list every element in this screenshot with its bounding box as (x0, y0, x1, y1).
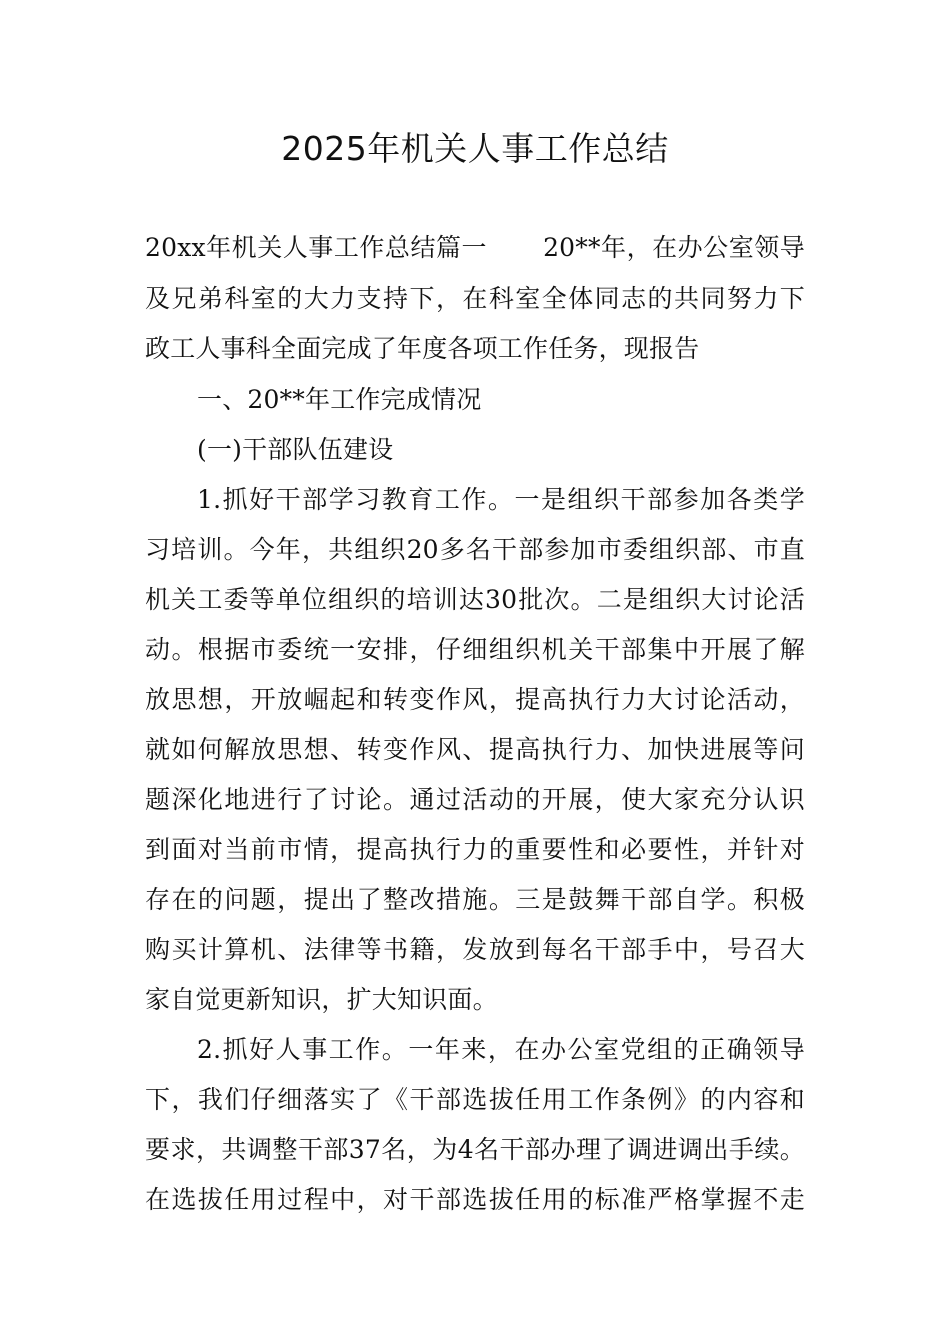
intro-text: 20**年，在办公室领导 (543, 233, 805, 262)
subsection-heading: (一)干部队伍建设 (197, 435, 394, 464)
paragraph-line: 题深化地进行了讨论。通过活动的开展，使大家充分认识 (145, 785, 805, 814)
intro-heading: 20xx年机关人事工作总结篇一 (145, 233, 488, 262)
paragraph-line: 下，我们仔细落实了《干部选拔任用工作条例》的内容和 (145, 1085, 805, 1114)
paragraph-line: 机关工委等单位组织的培训达30批次。二是组织大讨论活 (145, 585, 805, 614)
section-heading: 一、20**年工作完成情况 (197, 385, 482, 414)
paragraph-line: 2.抓好人事工作。一年来，在办公室党组的正确领导 (197, 1035, 805, 1064)
paragraph-line: 到面对当前市情，提高执行力的重要性和必要性，并针对 (145, 835, 805, 864)
paragraph-line: 在选拔任用过程中，对干部选拔任用的标准严格掌握不走 (145, 1185, 805, 1214)
paragraph-line: 习培训。今年，共组织20多名干部参加市委组织部、市直 (145, 535, 805, 564)
paragraph-line: 动。根据市委统一安排，仔细组织机关干部集中开展了解 (145, 635, 805, 664)
paragraph-line: 存在的问题，提出了整改措施。三是鼓舞干部自学。积极 (145, 885, 805, 914)
paragraph-line: 要求，共调整干部37名，为4名干部办理了调进调出手续。 (145, 1135, 805, 1164)
intro-line (145, 223, 805, 273)
paragraph-line: 家自觉更新知识，扩大知识面。 (145, 985, 498, 1014)
paragraph-line: 就如何解放思想、转变作风、提高执行力、加快进展等问 (145, 735, 805, 764)
paragraph-line: 放思想，开放崛起和转变作风，提高执行力大讨论活动， (145, 685, 805, 714)
paragraph-line: 购买计算机、法律等书籍，发放到每名干部手中，号召大 (145, 935, 805, 964)
paragraph-line: 1.抓好干部学习教育工作。一是组织干部参加各类学 (197, 485, 805, 514)
intro-line: 及兄弟科室的大力支持下，在科室全体同志的共同努力下 (145, 284, 805, 313)
document-title: 2025年机关人事工作总结 (281, 129, 669, 168)
intro-line: 政工人事科全面完成了年度各项工作任务，现报告 (145, 334, 700, 363)
